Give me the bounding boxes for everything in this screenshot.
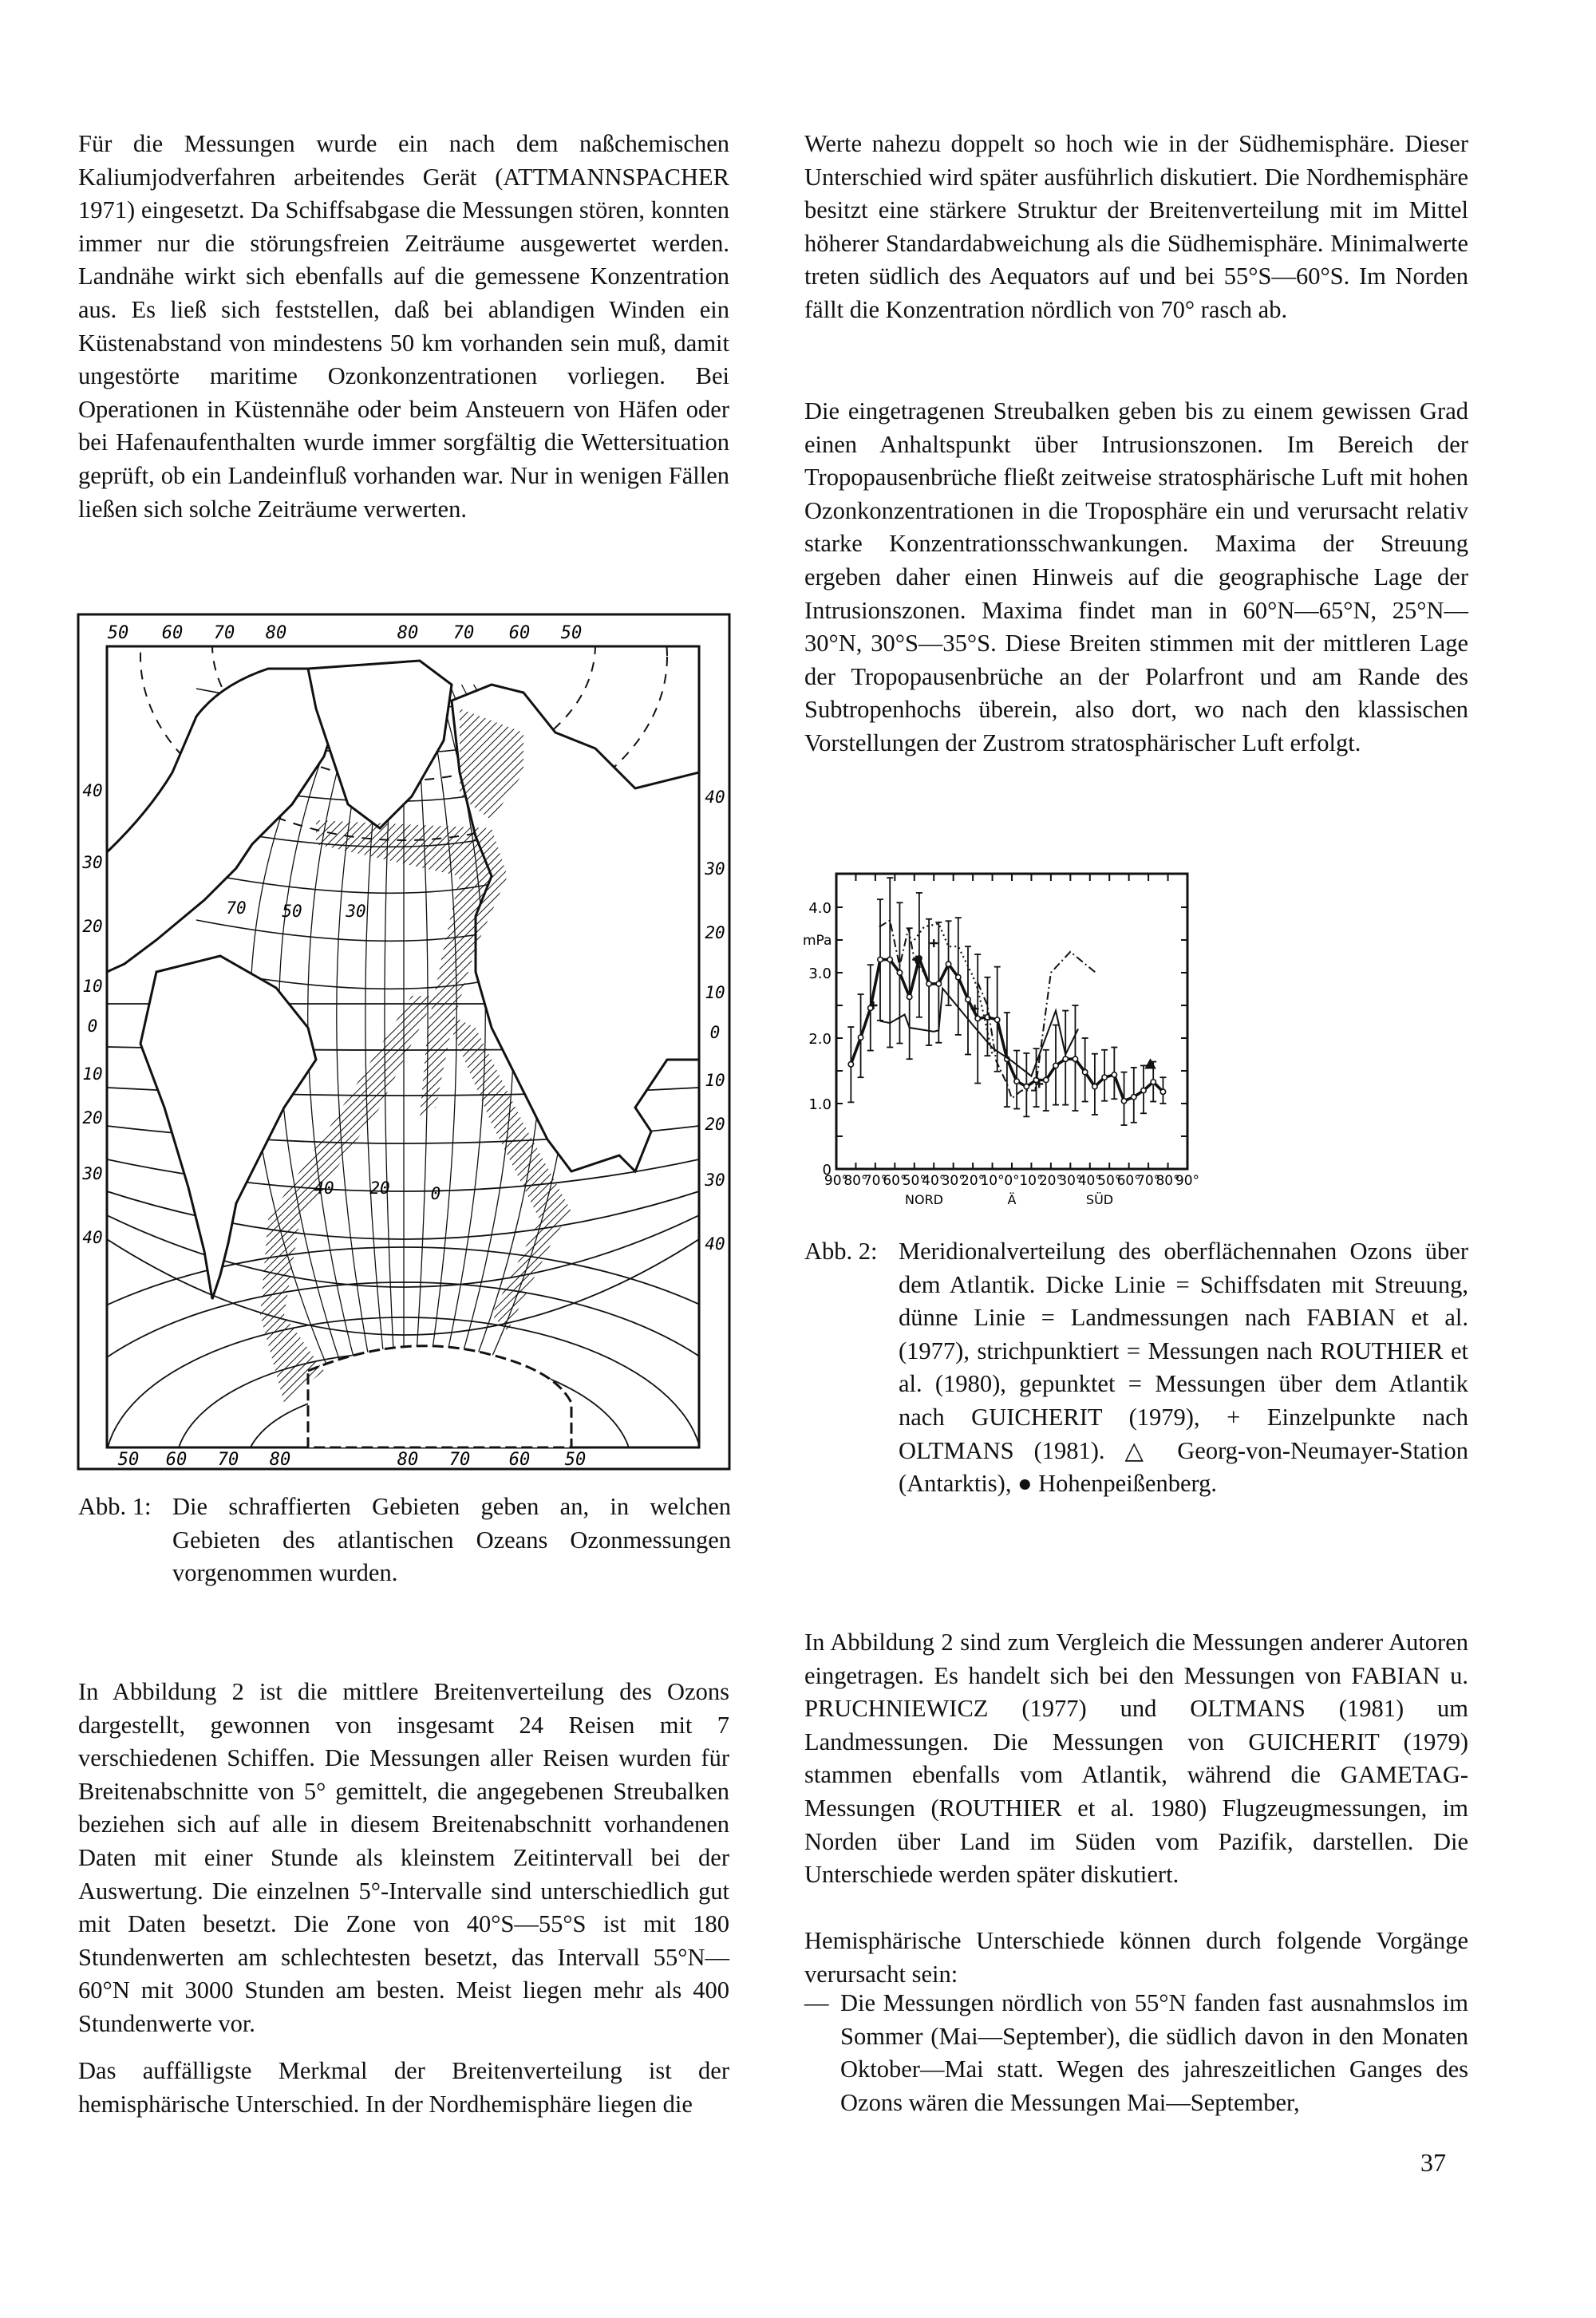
y-tick-label: 3.0 [808,966,832,982]
ship-data-point [1014,1079,1019,1084]
map-right-label: 40 [705,1234,725,1254]
x-tick-label: 50° [902,1173,926,1189]
x-tick-label: 10° [980,1173,1005,1189]
y-tick-label: 1.0 [808,1096,832,1113]
map-right-label: 10 [705,1071,725,1090]
ship-data-point [975,1016,980,1021]
map-right-label: 30 [705,859,725,879]
bullet-dash: — [804,1989,829,2016]
x-tick-label: 0° [1004,1173,1020,1189]
figure-label: Abb. 1: [78,1493,152,1520]
x-tick-label: 70° [1136,1173,1161,1189]
x-tick-label: 30° [941,1173,966,1189]
map-left-label: 30 [82,853,103,872]
ship-data-point [1151,1080,1156,1084]
oltmans-plus-marker [930,939,938,947]
map-bottom-label: 60 [508,1450,531,1470]
ship-data-point [1073,1056,1077,1061]
map-meridian-label: 50 [282,902,302,921]
ship-data-point [1121,1099,1126,1104]
x-tick-label: 30° [1058,1173,1083,1189]
figure-1-caption [78,1491,729,1594]
ship-data-point [878,957,883,962]
ship-data-point [858,1035,863,1040]
map-bottom-label: 50 [117,1450,140,1470]
ship-data-point [956,975,961,980]
map-top-label: 80 [397,623,419,643]
map-top-label: 80 [265,623,287,643]
x-group-label-nord: NORD [905,1192,943,1207]
x-tick-label: 10° [1019,1173,1044,1189]
map-top-label: 60 [161,623,184,643]
x-tick-label: 60° [1116,1173,1141,1189]
ship-data-point [966,997,970,1001]
map-bottom-label: 60 [165,1450,188,1470]
paragraph: Die eingetragenen Streubalken geben bis zu einem gewissen Grad einen Anhaltspunkt über Intrusionszonen. Im Bereich der Tropopausenbrüche fließt zeitweise stratosphärische Luft mit hohen Ozonkonzentrationen in die Troposphäre ein und verursacht relativ starke Konzentrationsschwankungen. Maxima der Streuung ergeben daher einen Hinweis auf die geographische Lage der Intrusionszonen. Maxima findet man in 60°N—65°N, 25°N—30°N, 30°S—35°S. Diese Breiten stimmen mit der mittleren Lage der Tropopausenbrüche an der Polarfront und am Rande des Subtropenhochs überein, also dort, wo nach den klassischen Vorstellungen der Zustrom stratosphärischer Luft erfolgt. [804,397,1468,756]
map-right-label: 10 [705,983,725,1002]
map-right-label: 20 [705,1115,725,1134]
ship-data-point [946,962,950,966]
map-right-label: 0 [709,1023,721,1042]
ship-data-point [1044,1077,1049,1082]
map-meridian-label: 0 [430,1184,441,1203]
x-tick-label: 90° [824,1173,849,1189]
map-left-label: 20 [82,917,103,936]
map-top-label: 70 [452,623,475,643]
caption-text: Die schraffierten Gebieten geben an, in welchen Gebieten des atlantischen Ozeans Ozonmessungen vorgenommen wurden. [172,1493,731,1587]
x-tick-label: 20° [1038,1173,1063,1189]
map-right-label: 30 [705,1171,725,1190]
paragraph: In Abbildung 2 ist die mittlere Breitenverteilung des Ozons dargestellt, gewonnen von insgesamt 24 Reisen mit 7 verschiedenen Schiffen. Die Messungen aller Reisen wurden für Breitenabschnitte von 5° gemittelt, die angegebenen Streubalken beziehen sich auf alle in diesem Breitenabschnitt vorhandenen Daten mit einer Stunde als kleinstem Zeitintervall bei der Auswertung. Die einzelnen 5°-Intervalle sind unterschiedlich gut mit Daten besetzt. Die Zone von 40°S—55°S ist mit 180 Stundenwerten am schlechtesten besetzt, das Intervall 55°N—60°N mit 3000 Stunden am besten. Meist liegen mehr als 400 Stundenwerte vor. [78,1678,729,2037]
x-tick-label: 70° [863,1173,887,1189]
ship-data-point [1082,1069,1087,1074]
page-number: 37 [1420,2148,1446,2177]
x-tick-label: 20° [961,1173,986,1189]
figure-2-chart [798,862,1492,1229]
ship-data-point [1160,1089,1165,1094]
ship-data-point [936,981,941,986]
figure-1-map [77,613,731,1471]
ship-data-point [1024,1084,1029,1088]
y-tick-label: 0 [822,1162,832,1179]
map-left-label: 30 [82,1164,103,1183]
ship-data-point [1102,1075,1107,1080]
ship-data-point [887,957,892,962]
x-group-label-sued: SÜD [1085,1192,1114,1207]
x-tick-label: 50° [1097,1173,1122,1189]
paragraph: Für die Messungen wurde ein nach dem naßchemischen Kaliumjodverfahren arbeitendes Gerät (ATTMANNSPACHER 1971) eingesetzt. Da Schiffsabgase die Messungen stören, konnten immer nur die störungsfreien Zeiträume ausgewertet werden. Landnähe wirkt sich ebenfalls auf die gemessene Konzentration aus. Es ließ sich feststellen, daß bei ablandigen Winden ein Küstenabstand von mindestens 50 km vorhanden sein muß, damit ungestörte maritime Ozonkonzentrationen vorliegen. Bei Operationen in Küstennähe oder beim Ansteuern von Häfen oder bei Hafenaufenthalten wurde immer sorgfältig die Wettersituation geprüft, ob ein Landeinfluß vorhanden war. Nur in wenigen Fällen ließen sich solche Zeiträume verwerten. [78,130,729,523]
caption-text: Meridionalverteilung des oberflächennahen Ozons über dem Atlantik. Dicke Linie = Schiffsdaten mit Streuung, dünne Linie = Landmessungen nach FABIAN et al. (1977), strichpunktiert = Messungen nach ROUTHIER et al. (1980), gepunktet = Messungen über dem Atlantik nach GUICHERIT (1979), + Einzelpunkte nach OLTMANS (1981). △ Georg-von-Neumayer-Station (Antarktis), ● Hohenpeißenberg. [899,1238,1468,1498]
ship-data-point [1141,1088,1146,1092]
hohenpeissenberg-dot-marker [915,956,922,963]
map-meridian-label: 70 [226,898,247,918]
map-left-label: 10 [82,977,103,996]
map-bottom-label: 70 [448,1450,471,1470]
x-tick-label: 90° [1175,1173,1200,1189]
x-group-label-equator: Ä [1007,1192,1017,1207]
map-bottom-label: 70 [217,1450,239,1470]
x-tick-label: 80° [843,1173,868,1189]
map-left-label: 10 [82,1064,103,1084]
paragraph: In Abbildung 2 sind zum Vergleich die Messungen anderer Autoren eingetragen. Es handelt sich bei den Messungen von FABIAN u. PRUCHNIEWICZ (1977) und OLTMANS (1981) um Landmessungen. Die Messungen von GUICHERIT (1979) stammen ebenfalls vom Atlantik, während die GAMETAG-Messungen (ROUTHIER et al. 1980) Flugzeugmessungen, im Norden über Land im Süden vom Pazifik, darstellen. Die Unterschiede werden später diskutiert. [804,1629,1468,1889]
figure-2-caption [804,1235,1468,1554]
ship-data-point [848,1062,853,1067]
x-tick-label: 60° [883,1173,907,1189]
map-left-label: 40 [82,781,103,800]
bullet-text: Die Messungen nördlich von 55°N fanden fast ausnahmslos im Sommer (Mai—September), die südlich davon in den Monaten Oktober—Mai statt. Wegen des jahreszeitlichen Ganges des Ozons wären die Messungen Mai—September, [840,1989,1468,2116]
ship-data-point [1053,1063,1058,1068]
atlantic-map [77,613,731,1471]
plot-frame [836,874,1187,1169]
y-axis-label: mPa [803,933,832,949]
ship-data-point [897,970,902,975]
map-meridian-label: 40 [314,1179,334,1198]
ozone-meridional-chart [798,862,1492,1229]
ship-data-point [1063,1056,1068,1061]
x-tick-label: 40° [922,1173,946,1189]
y-tick-label: 2.0 [808,1031,832,1048]
x-tick-label: 40° [1077,1173,1102,1189]
y-tick-label: 4.0 [808,900,832,917]
x-tick-label: 80° [1156,1173,1180,1189]
paragraph: Hemisphärische Unterschiede können durch folgende Vorgänge verursacht sein: [804,1927,1468,1988]
map-meridian-label: 30 [346,902,366,921]
map-meridian-label: 20 [369,1179,390,1198]
map-left-label: 0 [87,1017,98,1036]
map-right-label: 20 [705,923,725,942]
map-left-label: 20 [82,1108,103,1127]
ship-data-point [1132,1095,1136,1100]
ship-data-point [994,1017,999,1022]
map-bottom-label: 80 [269,1450,291,1470]
map-bottom-label: 80 [397,1450,419,1470]
ship-data-point [1112,1072,1116,1077]
paragraph: Das auffälligste Merkmal der Breitenverteilung ist der hemisphärische Unterschied. In der Nordhemisphäre liegen die [78,2057,729,2118]
map-top-label: 60 [508,623,531,643]
map-right-label: 40 [705,788,725,807]
map-top-label: 50 [560,623,583,643]
ship-data-point [926,981,931,986]
map-left-label: 40 [82,1228,103,1247]
map-top-label: 70 [213,623,235,643]
map-bottom-label: 50 [564,1450,587,1470]
ship-data-point [1092,1084,1097,1088]
paragraph: Werte nahezu doppelt so hoch wie in der Südhemisphäre. Dieser Unterschied wird später ausführlich diskutiert. Die Nordhemisphäre besitzt eine stärkere Struktur der Breitenverteilung mit im Mittel höherer Standardabweichung als die Südhemisphäre. Minimalwerte treten südlich des Aequators auf und bei 55°S—60°S. Im Norden fällt die Konzentration nördlich von 70° rasch ab. [804,130,1468,323]
figure-label: Abb. 2: [804,1238,878,1265]
map-top-label: 50 [107,623,129,643]
ship-data-point [907,994,911,999]
